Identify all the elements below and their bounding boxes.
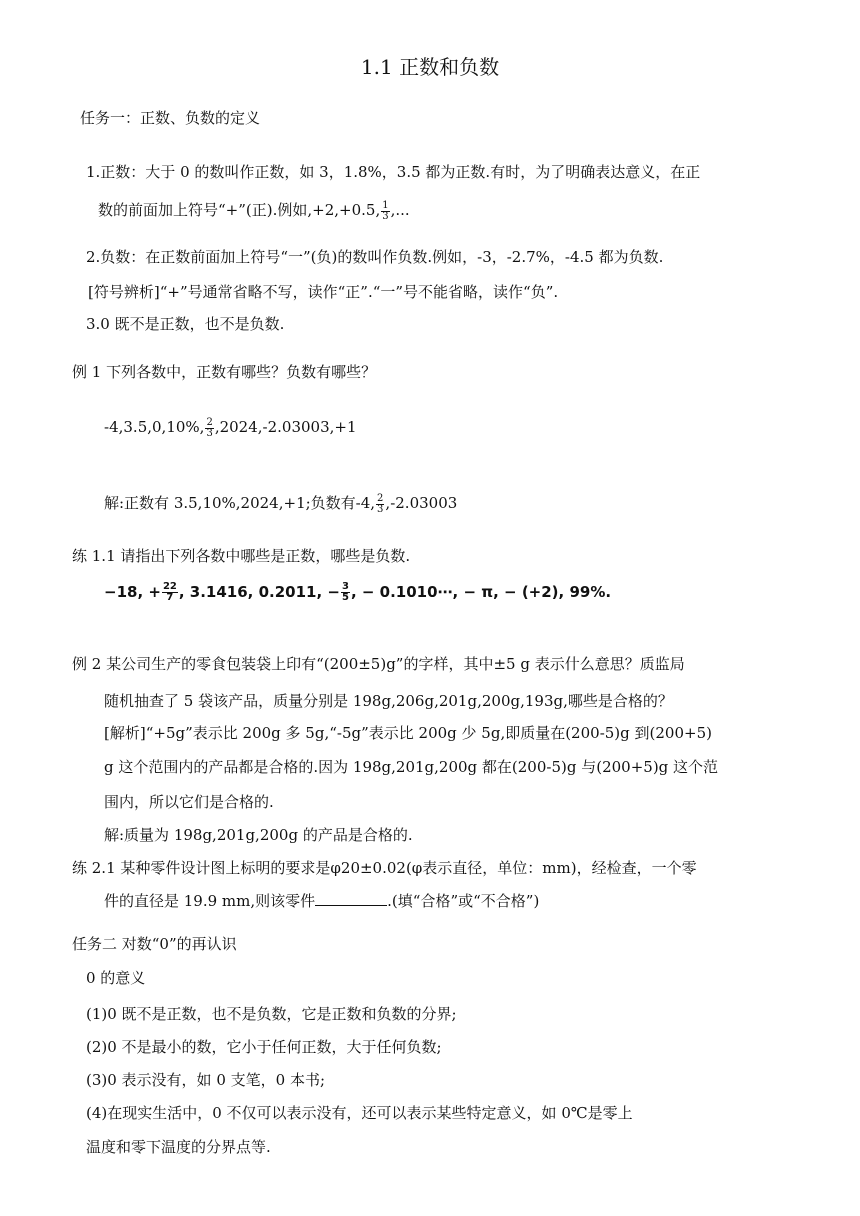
zero-meaning-item4-line1: (4)在现实生活中，0 不仅可以表示没有，还可以表示某些特定意义，如 0℃是零上 bbox=[86, 1104, 633, 1122]
example1-answer-part2: ,-2.03003 bbox=[385, 494, 458, 512]
zero-meaning-item3: (3)0 表示没有，如 0 支笔，0 本书; bbox=[86, 1071, 326, 1089]
definition-positive-ellipsis: ,... bbox=[390, 201, 410, 219]
zero-meaning-item2: (2)0 不是最小的数，它小于任何正数，大于任何负数; bbox=[86, 1038, 442, 1056]
fraction-denominator: 3 bbox=[382, 210, 389, 222]
definition-positive-line2 bbox=[98, 200, 410, 222]
fraction-22-over-7 bbox=[162, 582, 178, 603]
example1-answer-part1: 解:正数有 3.5,10%,2024,+1;负数有-4, bbox=[104, 494, 376, 512]
fraction-numerator: 2 bbox=[377, 492, 384, 504]
example1-numbers-part2: ,2024,-2.03003,+1 bbox=[214, 418, 357, 436]
task1-heading: 任务一：正数、负数的定义 bbox=[80, 109, 261, 127]
example2-analysis-line1: [解析]“+5g”表示比 200g 多 5g,“-5g”表示比 200g 少 5g,即质量在(200-5)g 到(200+5) bbox=[104, 724, 712, 742]
example2-analysis-line3: 围内，所以它们是合格的. bbox=[104, 793, 274, 811]
definition-negative: 2.负数：在正数前面加上符号“一”(负)的数叫作负数.例如，-3，-2.7%，-4.5 都为负数. bbox=[86, 248, 664, 266]
example1-answer bbox=[104, 493, 457, 515]
fraction-numerator: 1 bbox=[382, 199, 389, 211]
practice1-numbers-part2: , 3.1416, 0.2011, − bbox=[178, 583, 340, 601]
definition-positive-text: 数的前面加上符号“+”(正).例如,+2,+0.5, bbox=[98, 201, 381, 219]
example2-answer: 解:质量为 198g,201g,200g 的产品是合格的. bbox=[104, 826, 413, 844]
zero-meaning-item1: (1)0 既不是正数，也不是负数，它是正数和负数的分界; bbox=[86, 1005, 457, 1023]
page-title: 1.1 正数和负数 bbox=[360, 55, 500, 79]
fraction-denominator: 7 bbox=[166, 592, 174, 603]
fraction-denominator: 3 bbox=[377, 503, 384, 515]
practice2-instruction: .(填“合格”或“不合格”) bbox=[387, 892, 540, 910]
practice2-line2 bbox=[104, 891, 539, 911]
practice1-numbers bbox=[104, 582, 611, 603]
example2-line1: 例 2 某公司生产的零食包装袋上印有“(200±5)g”的字样，其中±5 g 表示什么意思？质监局 bbox=[72, 655, 685, 673]
example2-analysis-line2: g 这个范围内的产品都是合格的.因为 198g,201g,200g 都在(200-5)g 与(200+5)g 这个范 bbox=[104, 758, 719, 776]
practice2-text: 件的直径是 19.9 mm,则该零件 bbox=[104, 892, 316, 910]
fraction-numerator: 3 bbox=[341, 581, 349, 592]
fraction-two-thirds bbox=[205, 418, 213, 439]
answer-blank[interactable] bbox=[315, 891, 387, 906]
fraction-two-thirds bbox=[376, 494, 384, 515]
task2-subheading: 0 的意义 bbox=[86, 969, 146, 987]
fraction-numerator: 2 bbox=[206, 416, 213, 428]
definition-positive-line1: 1.正数：大于 0 的数叫作正数，如 3，1.8%，3.5 都为正数.有时，为了明确表达意义，在正 bbox=[86, 163, 701, 181]
zero-meaning-item4-line2: 温度和零下温度的分界点等. bbox=[86, 1138, 271, 1156]
practice2-line1: 练 2.1 某种零件设计图上标明的要求是φ20±0.02(φ表示直径，单位：mm)，经检查，一个零 bbox=[72, 859, 697, 877]
practice1-numbers-part1: −18, + bbox=[104, 583, 161, 601]
example1-numbers-part1: -4,3.5,0,10%, bbox=[104, 418, 205, 436]
fraction-denominator: 3 bbox=[206, 427, 213, 439]
example1-numbers bbox=[104, 417, 357, 439]
fraction-numerator: 22 bbox=[162, 581, 177, 592]
task2-heading: 任务二 对数“0”的再认识 bbox=[72, 935, 237, 953]
example2-line2: 随机抽查了 5 袋该产品，质量分别是 198g,206g,201g,200g,193g,哪些是合格的？ bbox=[104, 692, 673, 710]
sign-note: [符号辨析]“+”号通常省略不写，读作“正”.“一”号不能省略，读作“负”. bbox=[88, 283, 559, 301]
practice1-question: 练 1.1 请指出下列各数中哪些是正数，哪些是负数. bbox=[72, 547, 411, 565]
definition-zero: 3.0 既不是正数，也不是负数. bbox=[86, 315, 285, 333]
practice1-numbers-part3: , − 0.1010⋯, − π, − (+2), 99%. bbox=[350, 583, 612, 601]
fraction-one-third bbox=[381, 201, 389, 222]
fraction-denominator: 5 bbox=[341, 592, 349, 603]
example1-question: 例 1 下列各数中，正数有哪些？负数有哪些？ bbox=[72, 363, 377, 381]
fraction-three-fifths bbox=[341, 582, 350, 603]
